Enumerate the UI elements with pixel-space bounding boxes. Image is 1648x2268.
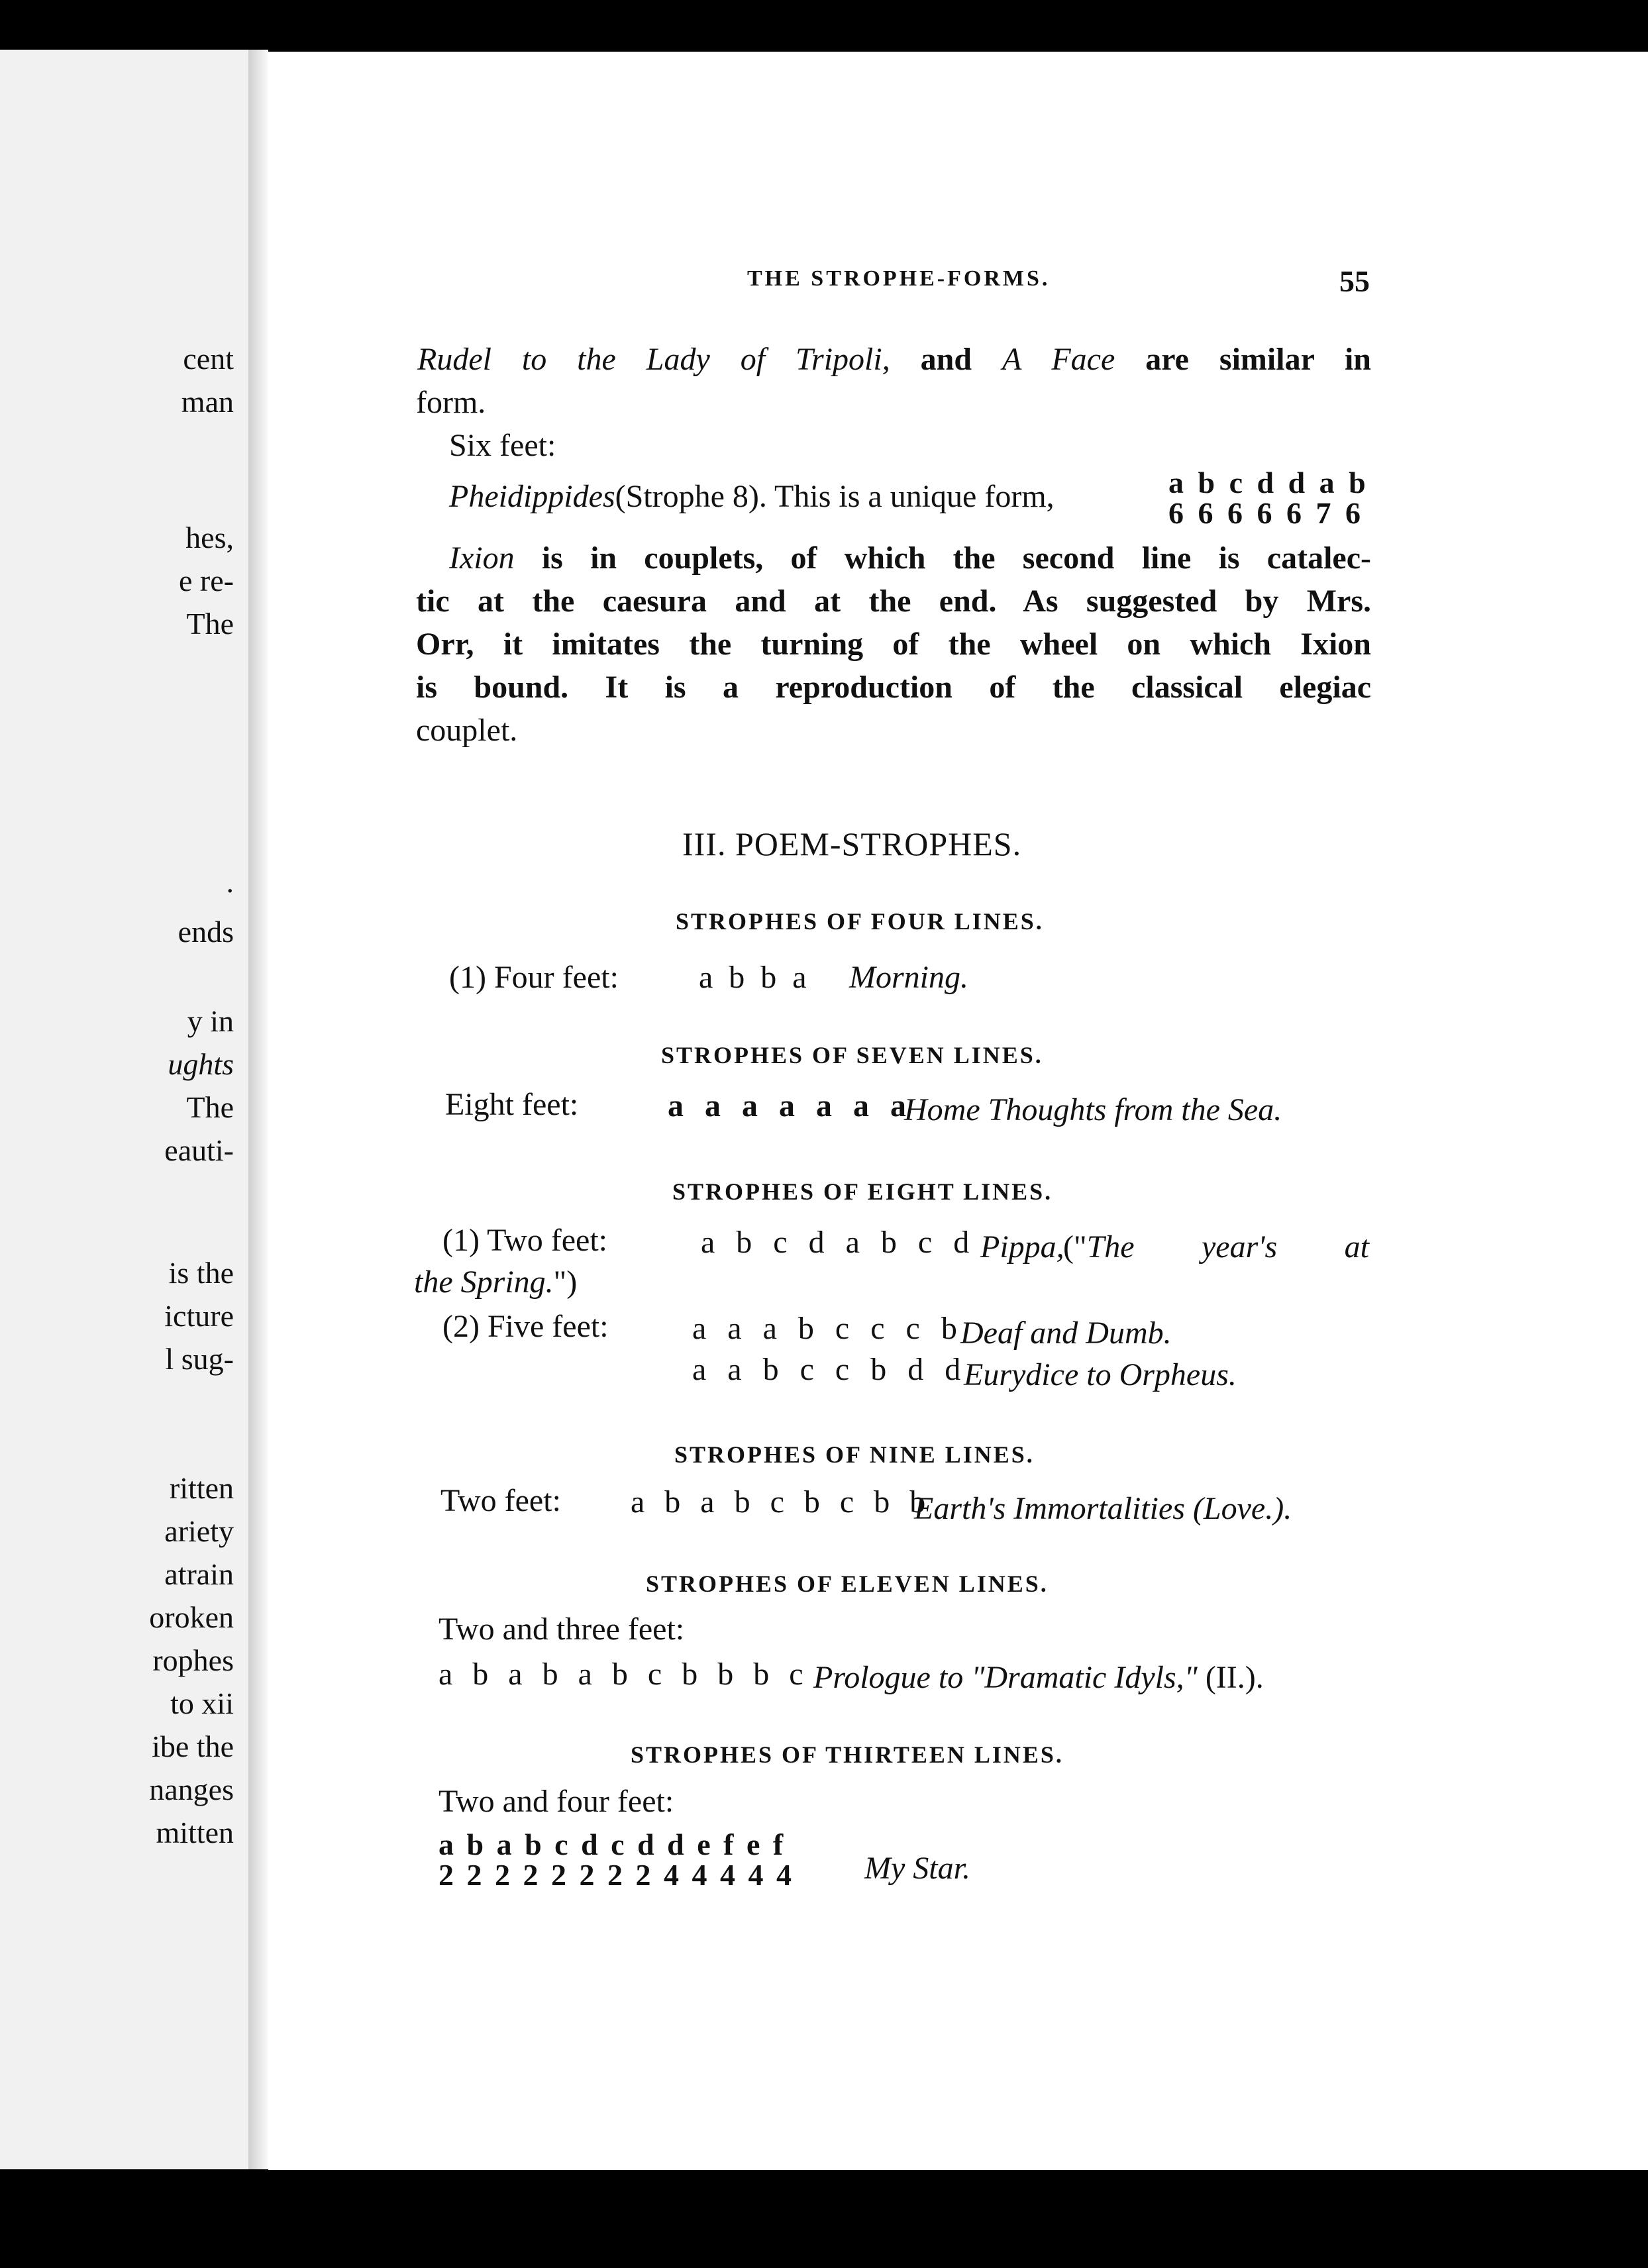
strophe-label: Two and three feet: <box>438 1612 685 1647</box>
rhyme-letters: a b c d d a b <box>1168 466 1369 499</box>
paragraph-line: Pheidippides(Strophe 8). This is a unique form, <box>449 479 1055 514</box>
left-line: cent <box>183 342 234 376</box>
rhyme-scheme: a b a b a b c b b b c <box>438 1657 809 1692</box>
section-heading: III. POEM-STROPHES. <box>682 825 1022 862</box>
left-line: nanges <box>149 1773 234 1806</box>
left-line: is the <box>168 1256 234 1290</box>
left-line: oroken <box>149 1600 234 1634</box>
left-line: eauti- <box>164 1133 234 1167</box>
book-gutter <box>248 50 268 2169</box>
poem-title: Eurydice to Orpheus. <box>964 1357 1237 1392</box>
left-line: ibe the <box>152 1729 234 1763</box>
rhyme-letters: a b a b c d c d d e f e f <box>438 1828 786 1861</box>
running-header: THE STROPHE-FORMS. <box>747 266 1051 291</box>
paragraph-line: couplet. <box>416 713 518 748</box>
paragraph-line: tic at the caesura and at the end. As suggested by Mrs. <box>416 584 1371 619</box>
poem-title: Pheidippides <box>449 479 615 514</box>
left-line: e re- <box>179 564 234 597</box>
strophe-label: (2) Five feet: <box>442 1309 609 1344</box>
left-line: atrain <box>164 1557 234 1591</box>
poem-title: Deaf and Dumb. <box>960 1315 1172 1351</box>
subheading: Six feet: <box>449 428 556 463</box>
left-line: ariety <box>164 1514 234 1548</box>
rhyme-scheme: a b a b c b c b b <box>631 1484 932 1520</box>
strophe-label: Eight feet: <box>445 1087 579 1122</box>
quoted-line: ("The year's at <box>1063 1229 1369 1264</box>
rhyme-scheme: a a b c c b d d <box>692 1352 968 1387</box>
foot-counts: 2 2 2 2 2 2 2 2 4 4 4 4 4 <box>438 1858 794 1892</box>
paragraph-line: Rudel to the Lady of Tripoli, and A Face are similar in <box>417 342 1371 377</box>
poem-title: Earth's Immortalities (Love.). <box>914 1491 1292 1526</box>
left-line: y in <box>187 1004 234 1038</box>
rhyme-scheme: a b b a <box>699 960 811 995</box>
strophe-heading: STROPHES OF THIRTEEN LINES. <box>631 1741 1064 1768</box>
rhyme-scheme-stack <box>438 1830 794 1890</box>
poem-title: Home Thoughts from the Sea. <box>904 1092 1282 1127</box>
strophe-heading: STROPHES OF EIGHT LINES. <box>672 1178 1053 1205</box>
quoted-line: the Spring.") <box>414 1264 578 1300</box>
strophe-heading: STROPHES OF NINE LINES. <box>674 1441 1035 1468</box>
rhyme-scheme: a a a a a a a <box>668 1088 913 1123</box>
left-line: hes, <box>185 521 234 554</box>
poem-title: Ixion <box>449 541 515 576</box>
strophe-label: (1) Two feet: <box>442 1223 607 1258</box>
left-page-fragment <box>0 50 248 2169</box>
foot-counts: 6 6 6 6 6 7 6 <box>1168 496 1364 530</box>
left-line: ughts <box>168 1047 234 1081</box>
left-line: ritten <box>169 1471 234 1505</box>
left-line: ends <box>178 915 234 949</box>
page-number: 55 <box>1339 264 1370 298</box>
left-line: The <box>186 1090 234 1124</box>
left-line: . <box>226 865 234 899</box>
poem-title: My Star. <box>864 1851 970 1886</box>
rhyme-scheme: a b c d a b c d <box>701 1225 976 1260</box>
poem-title: Rudel to the Lady of Tripoli, <box>417 342 890 377</box>
strophe-heading: STROPHES OF FOUR LINES. <box>676 908 1044 935</box>
left-line: rophes <box>152 1643 234 1677</box>
left-line: man <box>181 385 234 419</box>
paragraph-line: is bound. It is a reproduction of the classical elegiac <box>416 670 1371 705</box>
strophe-label: (1) Four feet: <box>449 960 619 995</box>
strophe-label: Two and four feet: <box>438 1784 674 1819</box>
rhyme-scheme-stack <box>1168 468 1369 529</box>
poem-title: Prologue to "Dramatic Idyls," (II.). <box>813 1660 1264 1695</box>
strophe-label: Two feet: <box>440 1483 561 1518</box>
poem-title: Morning. <box>849 960 968 995</box>
paragraph-line: form. <box>416 385 486 420</box>
poem-title: A Face <box>1002 342 1115 377</box>
left-line: to xii <box>170 1686 234 1720</box>
strophe-heading: STROPHES OF SEVEN LINES. <box>661 1042 1043 1068</box>
left-line: icture <box>164 1299 234 1333</box>
left-line: The <box>186 607 234 641</box>
paragraph-line: Ixion is in couplets, of which the second line is catalec- <box>449 541 1372 576</box>
paragraph-line: Orr, it imitates the turning of the wheel on which Ixion <box>416 627 1371 662</box>
strophe-heading: STROPHES OF ELEVEN LINES. <box>646 1571 1049 1597</box>
rhyme-scheme: a a a b c c c b <box>692 1311 964 1346</box>
left-line: l sug- <box>165 1342 234 1376</box>
left-line: mitten <box>156 1816 234 1849</box>
poem-title: Pippa, <box>980 1229 1064 1264</box>
